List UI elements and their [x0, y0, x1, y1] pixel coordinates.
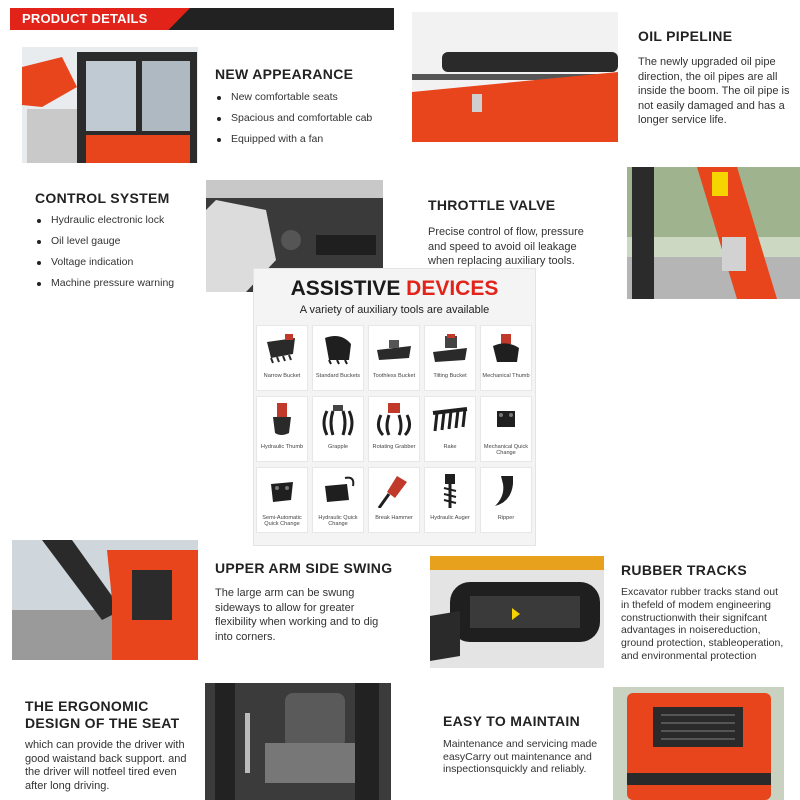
- text-line: direction, the oil pipes are all: [638, 70, 778, 83]
- throttle-valve-text: [428, 225, 613, 269]
- cab-photo: [22, 47, 198, 163]
- tool-label: Narrow Bucket: [263, 373, 301, 379]
- assistive-devices-panel: [253, 268, 536, 546]
- title-line: THE ERGONOMIC: [25, 698, 149, 714]
- tool-tile: [312, 325, 364, 391]
- seat-photo: [205, 683, 391, 800]
- text-line: constructionwith their signifcant: [621, 611, 767, 624]
- control-system-title: CONTROL SYSTEM: [35, 190, 170, 206]
- tool-tile: [480, 467, 532, 533]
- assistive-devices-title: [254, 277, 535, 301]
- oil-pipeline-title: OIL PIPELINE: [638, 28, 733, 44]
- list-item: Hydraulic electronic lock: [35, 214, 174, 235]
- tool-tile: [256, 396, 308, 462]
- tool-label: Rake: [443, 444, 457, 450]
- mechanical-quick-change-icon: [487, 403, 525, 437]
- new-appearance-title: NEW APPEARANCE: [215, 66, 354, 82]
- text-line: when replacing auxiliary tools.: [428, 255, 575, 267]
- tool-label: Hydraulic Quick Change: [318, 515, 358, 528]
- text-line: inspectionsquickly and reliably.: [443, 763, 587, 775]
- tool-tile: [312, 396, 364, 462]
- text-line: not easily damaged and has a: [638, 99, 785, 112]
- toothless-bucket-icon: [375, 332, 413, 366]
- tool-label: Rotating Grabber: [372, 444, 416, 450]
- text-line: easyCarry out maintenance and: [443, 750, 592, 763]
- rubber-tracks-text: [621, 586, 800, 663]
- title-part: ASSISTIVE: [290, 277, 401, 300]
- text-line: Excavator rubber tracks stand out: [621, 586, 778, 598]
- text-line: Maintenance and servicing made: [443, 738, 598, 750]
- list-item: Machine pressure warning: [35, 277, 174, 298]
- tool-label: Mechanical Quick Change: [483, 444, 529, 457]
- list-item: New comfortable seats: [215, 91, 372, 112]
- upper-arm-text: [215, 586, 405, 644]
- narrow-bucket-icon: [263, 332, 301, 366]
- assistive-devices-subtitle: A variety of auxiliary tools are available: [299, 304, 490, 316]
- grapple-icon: [319, 403, 357, 437]
- tool-tile: [256, 325, 308, 391]
- text-line: The newly upgraded oil pipe: [638, 56, 776, 68]
- banner-label: PRODUCT DETAILS: [22, 11, 148, 26]
- maintain-title: EASY TO MAINTAIN: [443, 713, 581, 729]
- standard-bucket-icon: [319, 332, 357, 366]
- text-line: which can provide the driver with: [25, 739, 185, 751]
- tool-label: Semi-Automatic Quick Change: [262, 515, 302, 528]
- new-appearance-list: [215, 91, 372, 154]
- tool-label: Standard Buckets: [315, 373, 361, 379]
- tool-tile: [368, 325, 420, 391]
- upper-arm-photo: [12, 540, 198, 660]
- ripper-icon: [487, 474, 525, 508]
- text-line: advantages in noisereduction,: [621, 624, 761, 637]
- throttle-valve-photo: [627, 167, 800, 299]
- tool-label: Hydraulic Auger: [430, 515, 470, 521]
- ergonomic-title: [25, 698, 180, 732]
- tool-label: Tilting Bucket: [433, 373, 467, 379]
- text-line: good waistand back support. and: [25, 752, 187, 765]
- title-line: DESIGN OF THE SEAT: [25, 715, 180, 731]
- rotating-grabber-icon: [375, 403, 413, 437]
- hydraulic-quick-change-icon: [319, 474, 357, 508]
- text-line: Precise control of flow, pressure: [428, 226, 584, 238]
- text-line: The large arm can be swung: [215, 587, 355, 599]
- maintain-text: [443, 738, 613, 776]
- text-line: flexibility when working and to dig: [215, 616, 379, 628]
- rubber-tracks-title: RUBBER TRACKS: [621, 562, 748, 578]
- rubber-tracks-photo: [430, 556, 604, 668]
- tool-tile: [480, 325, 532, 391]
- rake-icon: [431, 403, 469, 437]
- text-line: longer service life.: [638, 114, 727, 126]
- upper-arm-title: UPPER ARM SIDE SWING: [215, 560, 393, 576]
- tool-label: Toothless Bucket: [372, 373, 416, 379]
- hydraulic-auger-icon: [431, 474, 469, 508]
- ergonomic-text: [25, 739, 200, 793]
- text-line: and speed to avoid oil leakage: [428, 240, 577, 253]
- maintain-photo: [613, 687, 784, 800]
- tool-label: Break Hammer: [375, 515, 413, 521]
- tool-tile: [256, 467, 308, 533]
- text-line: the driver will notfeel tired even: [25, 766, 177, 778]
- section-banner: [10, 8, 394, 30]
- text-line: ground protection, stableoperation,: [621, 637, 784, 650]
- tool-label: Hydraulic Thumb: [260, 444, 304, 450]
- tool-tile: [424, 325, 476, 391]
- tool-label: Mechanical Thumb: [482, 373, 530, 379]
- mechanical-thumb-icon: [487, 332, 525, 366]
- text-line: inside the boom. The oil pipe is: [638, 85, 790, 97]
- tool-tile: [424, 467, 476, 533]
- list-item: Spacious and comfortable cab: [215, 112, 372, 133]
- tilting-bucket-icon: [431, 332, 469, 366]
- tool-tile: [312, 467, 364, 533]
- text-line: after long driving.: [25, 779, 110, 792]
- tool-tile: [480, 396, 532, 462]
- break-hammer-icon: [375, 474, 413, 508]
- tool-tile: [424, 396, 476, 462]
- tool-tile: [368, 396, 420, 462]
- hydraulic-thumb-icon: [263, 403, 301, 437]
- text-line: and environmental protection: [621, 649, 757, 662]
- control-system-list: [35, 214, 174, 298]
- tool-label: Grapple: [328, 444, 348, 450]
- throttle-valve-title: THROTTLE VALVE: [428, 197, 556, 213]
- oil-pipeline-photo: [412, 12, 618, 142]
- title-part-red: DEVICES: [406, 277, 499, 300]
- list-item: Equipped with a fan: [215, 133, 372, 154]
- text-line: sideways to allow for greater: [215, 601, 355, 614]
- text-line: into corners.: [215, 630, 276, 643]
- list-item: Voltage indication: [35, 256, 174, 277]
- text-line: in thefeld of modem engineering: [621, 598, 772, 611]
- oil-pipeline-text: [638, 55, 800, 128]
- tool-label: Ripper: [497, 515, 515, 521]
- semi-automatic-quick-change-icon: [263, 474, 301, 508]
- tool-tile: [368, 467, 420, 533]
- list-item: Oil level gauge: [35, 235, 174, 256]
